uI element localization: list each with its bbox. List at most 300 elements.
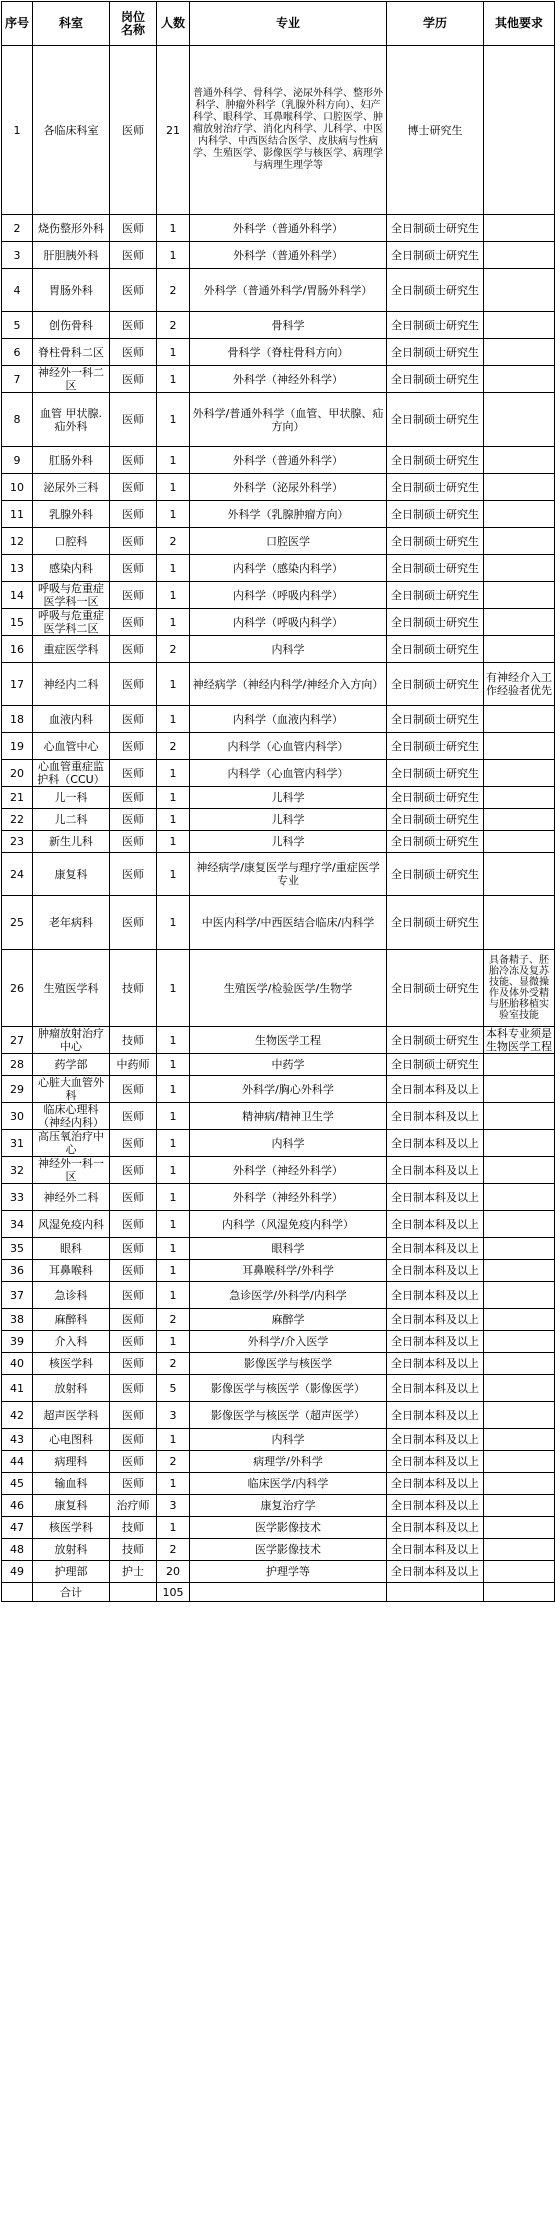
cell-major: 儿科学 bbox=[190, 787, 387, 809]
table-row bbox=[2, 1238, 555, 1260]
cell-dept: 核医学科 bbox=[33, 1353, 110, 1375]
cell-num: 1 bbox=[157, 787, 190, 809]
cell-major: 耳鼻喉科学/外科学 bbox=[190, 1260, 387, 1282]
cell-major: 神经病学（神经内科学/神经介入方向） bbox=[190, 663, 387, 706]
header-row bbox=[2, 2, 555, 46]
cell-edu: 全日制硕士研究生 bbox=[387, 555, 484, 582]
cell-no: 39 bbox=[2, 1331, 33, 1353]
cell-num: 1 bbox=[157, 582, 190, 609]
cell-num: 2 bbox=[157, 1353, 190, 1375]
table-row bbox=[2, 393, 555, 447]
cell-dept: 肛肠外科 bbox=[33, 447, 110, 474]
cell-no: 23 bbox=[2, 831, 33, 853]
cell-major: 儿科学 bbox=[190, 831, 387, 853]
cell-num: 2 bbox=[157, 269, 190, 312]
cell-req bbox=[484, 1402, 555, 1429]
cell-post: 医师 bbox=[110, 1402, 157, 1429]
cell-num: 1 bbox=[157, 474, 190, 501]
cell-dept: 心血管重症监护科（CCU） bbox=[33, 760, 110, 787]
cell-edu: 全日制本科及以上 bbox=[387, 1309, 484, 1331]
cell-no: 46 bbox=[2, 1495, 33, 1517]
cell-dept: 感染内科 bbox=[33, 555, 110, 582]
cell-edu: 全日制硕士研究生 bbox=[387, 393, 484, 447]
cell-post: 医师 bbox=[110, 760, 157, 787]
cell-req bbox=[484, 760, 555, 787]
cell-edu: 全日制硕士研究生 bbox=[387, 215, 484, 242]
cell-edu: 全日制硕士研究生 bbox=[387, 501, 484, 528]
cell-req bbox=[484, 1130, 555, 1157]
table-row bbox=[2, 1402, 555, 1429]
table-row bbox=[2, 366, 555, 393]
cell-req: 有神经介入工作经验者优先 bbox=[484, 663, 555, 706]
cell-major: 眼科学 bbox=[190, 1238, 387, 1260]
header-major: 专业 bbox=[190, 2, 387, 46]
table-row bbox=[2, 1495, 555, 1517]
cell-post: 医师 bbox=[110, 831, 157, 853]
table-row bbox=[2, 663, 555, 706]
cell-edu: 全日制硕士研究生 bbox=[387, 366, 484, 393]
cell-num: 1 bbox=[157, 1103, 190, 1130]
cell-major: 医学影像技术 bbox=[190, 1517, 387, 1539]
cell-post: 医师 bbox=[110, 1375, 157, 1402]
cell-edu: 全日制本科及以上 bbox=[387, 1429, 484, 1451]
cell-edu: 全日制本科及以上 bbox=[387, 1539, 484, 1561]
cell-req bbox=[484, 366, 555, 393]
cell-req bbox=[484, 809, 555, 831]
cell-edu: 全日制硕士研究生 bbox=[387, 760, 484, 787]
cell-req bbox=[484, 1238, 555, 1260]
cell-post: 护士 bbox=[110, 1561, 157, 1583]
cell-major: 内科学（呼吸内科学） bbox=[190, 609, 387, 636]
cell-req bbox=[484, 1157, 555, 1184]
cell-major: 生殖医学/检验医学/生物学 bbox=[190, 950, 387, 1027]
cell-dept: 呼吸与危重症医学科一区 bbox=[33, 582, 110, 609]
cell-no: 21 bbox=[2, 787, 33, 809]
cell-req bbox=[484, 339, 555, 366]
cell-no: 22 bbox=[2, 809, 33, 831]
cell-no: 1 bbox=[2, 46, 33, 215]
table-row bbox=[2, 853, 555, 896]
cell-req bbox=[484, 242, 555, 269]
cell-no: 38 bbox=[2, 1309, 33, 1331]
cell-edu: 全日制硕士研究生 bbox=[387, 1027, 484, 1054]
cell-num: 1 bbox=[157, 242, 190, 269]
cell-num: 1 bbox=[157, 501, 190, 528]
cell-num: 1 bbox=[157, 1238, 190, 1260]
header-edu: 学历 bbox=[387, 2, 484, 46]
cell-dept: 口腔科 bbox=[33, 528, 110, 555]
cell-num: 1 bbox=[157, 215, 190, 242]
cell-post: 医师 bbox=[110, 269, 157, 312]
cell-dept: 高压氧治疗中心 bbox=[33, 1130, 110, 1157]
cell-dept: 药学部 bbox=[33, 1054, 110, 1076]
cell-dept: 泌尿外三科 bbox=[33, 474, 110, 501]
table-row bbox=[2, 896, 555, 950]
cell-req bbox=[484, 1375, 555, 1402]
cell-major: 外科学（神经外科学） bbox=[190, 1184, 387, 1211]
cell-no: 17 bbox=[2, 663, 33, 706]
cell-major: 麻醉学 bbox=[190, 1309, 387, 1331]
cell-major: 内科学（呼吸内科学） bbox=[190, 582, 387, 609]
cell-major: 儿科学 bbox=[190, 809, 387, 831]
cell-no: 30 bbox=[2, 1103, 33, 1130]
cell-no: 18 bbox=[2, 706, 33, 733]
cell-dept: 儿一科 bbox=[33, 787, 110, 809]
table-row bbox=[2, 1309, 555, 1331]
cell-req bbox=[484, 46, 555, 215]
cell-req bbox=[484, 896, 555, 950]
table-row bbox=[2, 1451, 555, 1473]
cell-req bbox=[484, 609, 555, 636]
cell-post: 医师 bbox=[110, 809, 157, 831]
cell-edu: 全日制硕士研究生 bbox=[387, 831, 484, 853]
cell-post: 医师 bbox=[110, 733, 157, 760]
cell-no: 41 bbox=[2, 1375, 33, 1402]
cell-no: 27 bbox=[2, 1027, 33, 1054]
table-row bbox=[2, 46, 555, 215]
header-num: 人数 bbox=[157, 2, 190, 46]
cell-no: 42 bbox=[2, 1402, 33, 1429]
cell-req bbox=[484, 1517, 555, 1539]
cell-no: 47 bbox=[2, 1517, 33, 1539]
cell-num: 1 bbox=[157, 1184, 190, 1211]
cell-no: 44 bbox=[2, 1451, 33, 1473]
cell-req bbox=[484, 1076, 555, 1103]
cell-major: 中医内科学/中西医结合临床/内科学 bbox=[190, 896, 387, 950]
cell-no: 9 bbox=[2, 447, 33, 474]
header-req: 其他要求 bbox=[484, 2, 555, 46]
cell-req bbox=[484, 1495, 555, 1517]
cell-post: 技师 bbox=[110, 950, 157, 1027]
cell-no: 15 bbox=[2, 609, 33, 636]
table-row bbox=[2, 706, 555, 733]
cell-edu: 全日制硕士研究生 bbox=[387, 339, 484, 366]
cell-dept: 耳鼻喉科 bbox=[33, 1260, 110, 1282]
cell-num: 21 bbox=[157, 46, 190, 215]
cell-post: 医师 bbox=[110, 1353, 157, 1375]
table-row bbox=[2, 787, 555, 809]
cell-num: 1 bbox=[157, 609, 190, 636]
table-row bbox=[2, 1027, 555, 1054]
cell-post: 技师 bbox=[110, 1539, 157, 1561]
cell-num: 1 bbox=[157, 1473, 190, 1495]
table-row bbox=[2, 242, 555, 269]
cell-no: 49 bbox=[2, 1561, 33, 1583]
cell-post: 医师 bbox=[110, 853, 157, 896]
cell-post: 医师 bbox=[110, 1429, 157, 1451]
cell-major: 普通外科学、骨科学、泌尿外科学、整形外科学、肿瘤外科学（乳腺外科方向）、妇产科学、眼科学、耳鼻喉科学、口腔医学、肿瘤放射治疗学、消化内科学、儿科学、中医内科学、中西医结合医学、皮肤病与性病学、生殖医学、影像医学与核医学、病理学与病理生理学等 bbox=[190, 46, 387, 215]
cell-req bbox=[484, 1539, 555, 1561]
cell-req bbox=[484, 1309, 555, 1331]
cell-dept: 风湿免疫内科 bbox=[33, 1211, 110, 1238]
cell-req bbox=[484, 1353, 555, 1375]
cell-edu: 全日制硕士研究生 bbox=[387, 609, 484, 636]
cell-num: 1 bbox=[157, 1027, 190, 1054]
cell-major: 影像医学与核医学（影像医学） bbox=[190, 1375, 387, 1402]
cell-post: 医师 bbox=[110, 1451, 157, 1473]
cell-req bbox=[484, 853, 555, 896]
cell-req bbox=[484, 1054, 555, 1076]
cell-post: 医师 bbox=[110, 501, 157, 528]
cell-dept: 急诊科 bbox=[33, 1282, 110, 1309]
cell-dept: 康复科 bbox=[33, 853, 110, 896]
cell-num: 1 bbox=[157, 1517, 190, 1539]
cell-req bbox=[484, 447, 555, 474]
cell-edu: 全日制本科及以上 bbox=[387, 1331, 484, 1353]
cell-major: 外科学（普通外科学/胃肠外科学） bbox=[190, 269, 387, 312]
cell-req bbox=[484, 1282, 555, 1309]
cell-dept: 胃肠外科 bbox=[33, 269, 110, 312]
cell-num: 2 bbox=[157, 1309, 190, 1331]
cell-req bbox=[484, 501, 555, 528]
cell-edu: 全日制本科及以上 bbox=[387, 1561, 484, 1583]
cell-no: 29 bbox=[2, 1076, 33, 1103]
cell-post: 医师 bbox=[110, 1238, 157, 1260]
cell-no: 32 bbox=[2, 1157, 33, 1184]
cell-post: 医师 bbox=[110, 528, 157, 555]
cell-major: 外科学（泌尿外科学） bbox=[190, 474, 387, 501]
cell-req bbox=[484, 733, 555, 760]
cell-major: 临床医学/内科学 bbox=[190, 1473, 387, 1495]
cell-dept: 神经外一科一区 bbox=[33, 1157, 110, 1184]
cell-post: 技师 bbox=[110, 1027, 157, 1054]
cell-dept: 老年病科 bbox=[33, 896, 110, 950]
cell-no: 43 bbox=[2, 1429, 33, 1451]
cell-req bbox=[484, 393, 555, 447]
cell-edu: 全日制本科及以上 bbox=[387, 1451, 484, 1473]
cell-dept: 护理部 bbox=[33, 1561, 110, 1583]
cell-edu: 全日制本科及以上 bbox=[387, 1402, 484, 1429]
cell-dept: 输血科 bbox=[33, 1473, 110, 1495]
cell-no: 28 bbox=[2, 1054, 33, 1076]
cell-dept: 病理科 bbox=[33, 1451, 110, 1473]
cell-edu: 全日制硕士研究生 bbox=[387, 896, 484, 950]
cell-num: 1 bbox=[157, 366, 190, 393]
cell-edu: 全日制硕士研究生 bbox=[387, 312, 484, 339]
cell-major: 内科学 bbox=[190, 1130, 387, 1157]
cell-req bbox=[484, 1331, 555, 1353]
cell-req bbox=[484, 269, 555, 312]
cell-num: 1 bbox=[157, 1260, 190, 1282]
cell-num: 2 bbox=[157, 1539, 190, 1561]
cell-num: 1 bbox=[157, 1211, 190, 1238]
cell-major: 外科学（神经外科学） bbox=[190, 1157, 387, 1184]
table-row bbox=[2, 1473, 555, 1495]
cell-dept: 神经外二科 bbox=[33, 1184, 110, 1211]
recruitment-table bbox=[1, 1, 555, 1602]
cell-req bbox=[484, 215, 555, 242]
cell-post: 技师 bbox=[110, 1517, 157, 1539]
cell-major: 内科学 bbox=[190, 1429, 387, 1451]
cell-edu: 全日制本科及以上 bbox=[387, 1103, 484, 1130]
cell-num: 2 bbox=[157, 733, 190, 760]
cell-major: 外科学（普通外科学） bbox=[190, 242, 387, 269]
cell-edu: 全日制硕士研究生 bbox=[387, 269, 484, 312]
cell-edu: 全日制硕士研究生 bbox=[387, 733, 484, 760]
cell-post: 医师 bbox=[110, 787, 157, 809]
cell-post: 医师 bbox=[110, 312, 157, 339]
cell-dept: 儿二科 bbox=[33, 809, 110, 831]
cell-post: 医师 bbox=[110, 896, 157, 950]
cell-post: 医师 bbox=[110, 339, 157, 366]
cell-num: 1 bbox=[157, 1429, 190, 1451]
cell-dept: 血管 甲状腺.疝外科 bbox=[33, 393, 110, 447]
cell-num: 1 bbox=[157, 706, 190, 733]
cell-num: 20 bbox=[157, 1561, 190, 1583]
table-row bbox=[2, 447, 555, 474]
cell-post: 医师 bbox=[110, 46, 157, 215]
cell-req bbox=[484, 831, 555, 853]
cell-major: 内科学（心血管内科学） bbox=[190, 760, 387, 787]
cell-major: 骨科学 bbox=[190, 312, 387, 339]
cell-dept: 肿瘤放射治疗中心 bbox=[33, 1027, 110, 1054]
cell-edu: 全日制硕士研究生 bbox=[387, 787, 484, 809]
cell-req: 具备精子、胚胎冷冻及复苏技能、显微操作及体外受精与胚胎移植实验室技能 bbox=[484, 950, 555, 1027]
cell-edu: 博士研究生 bbox=[387, 46, 484, 215]
cell-req bbox=[484, 312, 555, 339]
cell-post: 医师 bbox=[110, 663, 157, 706]
cell-dept: 烧伤整形外科 bbox=[33, 215, 110, 242]
cell-no: 11 bbox=[2, 501, 33, 528]
cell-no: 48 bbox=[2, 1539, 33, 1561]
total-empty bbox=[387, 1583, 484, 1602]
cell-major: 神经病学/康复医学与理疗学/重症医学专业 bbox=[190, 853, 387, 896]
table-row bbox=[2, 809, 555, 831]
cell-no: 40 bbox=[2, 1353, 33, 1375]
cell-major: 外科学/普通外科学（血管、甲状腺、疝方向） bbox=[190, 393, 387, 447]
table-row bbox=[2, 636, 555, 663]
cell-post: 医师 bbox=[110, 555, 157, 582]
cell-major: 医学影像技术 bbox=[190, 1539, 387, 1561]
header-post: 岗位名称 bbox=[110, 2, 157, 46]
cell-edu: 全日制本科及以上 bbox=[387, 1184, 484, 1211]
cell-req bbox=[484, 787, 555, 809]
cell-edu: 全日制本科及以上 bbox=[387, 1375, 484, 1402]
cell-major: 精神病/精神卫生学 bbox=[190, 1103, 387, 1130]
cell-edu: 全日制硕士研究生 bbox=[387, 663, 484, 706]
cell-no: 8 bbox=[2, 393, 33, 447]
cell-req bbox=[484, 1561, 555, 1583]
cell-no: 36 bbox=[2, 1260, 33, 1282]
cell-dept: 心电图科 bbox=[33, 1429, 110, 1451]
cell-post: 医师 bbox=[110, 393, 157, 447]
cell-major: 骨科学（脊柱骨科方向） bbox=[190, 339, 387, 366]
total-empty bbox=[190, 1583, 387, 1602]
cell-major: 康复治疗学 bbox=[190, 1495, 387, 1517]
cell-edu: 全日制本科及以上 bbox=[387, 1260, 484, 1282]
cell-dept: 麻醉科 bbox=[33, 1309, 110, 1331]
cell-edu: 全日制硕士研究生 bbox=[387, 242, 484, 269]
cell-num: 1 bbox=[157, 1054, 190, 1076]
cell-num: 1 bbox=[157, 1076, 190, 1103]
total-row bbox=[2, 1583, 555, 1602]
table-row bbox=[2, 950, 555, 1027]
table-row bbox=[2, 1054, 555, 1076]
table-row bbox=[2, 582, 555, 609]
cell-num: 2 bbox=[157, 312, 190, 339]
cell-dept: 超声医学科 bbox=[33, 1402, 110, 1429]
cell-post: 医师 bbox=[110, 1309, 157, 1331]
cell-major: 内科学（感染内科学） bbox=[190, 555, 387, 582]
cell-no: 10 bbox=[2, 474, 33, 501]
cell-no: 25 bbox=[2, 896, 33, 950]
cell-post: 医师 bbox=[110, 474, 157, 501]
cell-num: 1 bbox=[157, 339, 190, 366]
cell-edu: 全日制本科及以上 bbox=[387, 1353, 484, 1375]
table-row bbox=[2, 1184, 555, 1211]
cell-no: 34 bbox=[2, 1211, 33, 1238]
cell-dept: 新生儿科 bbox=[33, 831, 110, 853]
cell-edu: 全日制硕士研究生 bbox=[387, 528, 484, 555]
cell-num: 1 bbox=[157, 896, 190, 950]
cell-num: 1 bbox=[157, 1157, 190, 1184]
cell-dept: 核医学科 bbox=[33, 1517, 110, 1539]
cell-req bbox=[484, 555, 555, 582]
cell-dept: 放射科 bbox=[33, 1539, 110, 1561]
cell-edu: 全日制硕士研究生 bbox=[387, 447, 484, 474]
cell-dept: 脊柱骨科二区 bbox=[33, 339, 110, 366]
table-row bbox=[2, 1353, 555, 1375]
table-row bbox=[2, 1561, 555, 1583]
cell-dept: 放射科 bbox=[33, 1375, 110, 1402]
table-row bbox=[2, 733, 555, 760]
cell-num: 1 bbox=[157, 809, 190, 831]
table-row bbox=[2, 215, 555, 242]
cell-post: 医师 bbox=[110, 636, 157, 663]
cell-dept: 重症医学科 bbox=[33, 636, 110, 663]
cell-no: 14 bbox=[2, 582, 33, 609]
cell-edu: 全日制硕士研究生 bbox=[387, 706, 484, 733]
cell-no: 45 bbox=[2, 1473, 33, 1495]
cell-no: 24 bbox=[2, 853, 33, 896]
table-row bbox=[2, 1429, 555, 1451]
cell-num: 3 bbox=[157, 1495, 190, 1517]
cell-no: 5 bbox=[2, 312, 33, 339]
cell-no: 7 bbox=[2, 366, 33, 393]
cell-num: 1 bbox=[157, 555, 190, 582]
cell-dept: 呼吸与危重症医学科二区 bbox=[33, 609, 110, 636]
cell-req bbox=[484, 528, 555, 555]
cell-dept: 康复科 bbox=[33, 1495, 110, 1517]
cell-major: 内科学（血液内科学） bbox=[190, 706, 387, 733]
table-row bbox=[2, 269, 555, 312]
cell-major: 病理学/外科学 bbox=[190, 1451, 387, 1473]
cell-edu: 全日制本科及以上 bbox=[387, 1211, 484, 1238]
cell-num: 1 bbox=[157, 447, 190, 474]
cell-req bbox=[484, 1103, 555, 1130]
cell-num: 1 bbox=[157, 1282, 190, 1309]
cell-num: 5 bbox=[157, 1375, 190, 1402]
cell-post: 医师 bbox=[110, 609, 157, 636]
cell-post: 医师 bbox=[110, 1157, 157, 1184]
table-row bbox=[2, 1260, 555, 1282]
table-row bbox=[2, 555, 555, 582]
table-row bbox=[2, 831, 555, 853]
table-row bbox=[2, 1157, 555, 1184]
cell-major: 内科学 bbox=[190, 636, 387, 663]
cell-req bbox=[484, 1260, 555, 1282]
cell-post: 医师 bbox=[110, 366, 157, 393]
cell-no: 4 bbox=[2, 269, 33, 312]
cell-edu: 全日制本科及以上 bbox=[387, 1473, 484, 1495]
table-row bbox=[2, 501, 555, 528]
cell-no: 20 bbox=[2, 760, 33, 787]
cell-dept: 眼科 bbox=[33, 1238, 110, 1260]
total-num: 105 bbox=[157, 1583, 190, 1602]
header-no: 序号 bbox=[2, 2, 33, 46]
cell-post: 医师 bbox=[110, 1260, 157, 1282]
cell-req bbox=[484, 1184, 555, 1211]
